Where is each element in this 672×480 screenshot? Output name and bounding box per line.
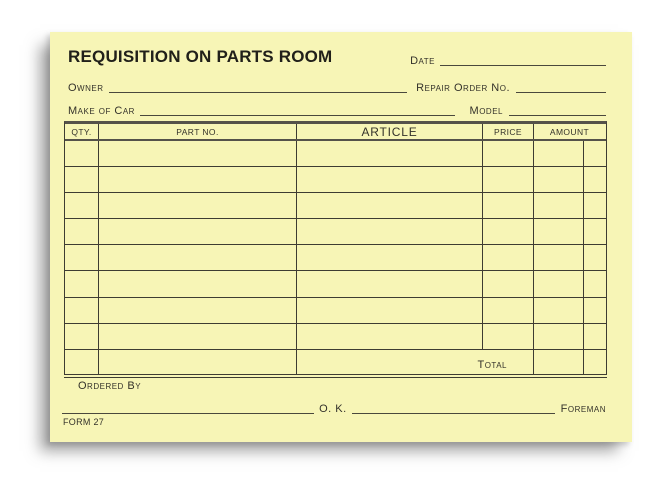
cell-part-no bbox=[99, 219, 297, 244]
cell-qty bbox=[65, 298, 99, 323]
cell-price bbox=[483, 167, 534, 192]
repair-order-line bbox=[516, 82, 606, 93]
cell-qty bbox=[65, 167, 99, 192]
table-bottom-double-rule bbox=[64, 377, 607, 379]
column-header-price: PRICE bbox=[483, 124, 534, 139]
cell-amount-dollars bbox=[534, 324, 584, 349]
column-header-article: ARTICLE bbox=[297, 124, 483, 139]
cell-price bbox=[483, 271, 534, 296]
table-row bbox=[65, 324, 606, 350]
table-row bbox=[65, 219, 606, 245]
owner-label: Owner bbox=[68, 82, 104, 94]
cell-article bbox=[297, 324, 483, 349]
cell-part-no bbox=[99, 324, 297, 349]
table-row bbox=[65, 298, 606, 324]
ok-label: O. K. bbox=[319, 403, 347, 416]
cell-amount-cents bbox=[584, 219, 605, 244]
table-row bbox=[65, 271, 606, 297]
cell-amount-dollars bbox=[534, 167, 584, 192]
owner-row bbox=[68, 82, 606, 94]
cell-amount-dollars bbox=[534, 271, 584, 296]
table-row bbox=[65, 167, 606, 193]
cell-article bbox=[297, 245, 483, 270]
cell-amount-cents bbox=[584, 271, 605, 296]
make-of-car-line bbox=[140, 105, 455, 116]
total-label-cell bbox=[297, 350, 534, 375]
cell-article bbox=[297, 167, 483, 192]
cell-part-no bbox=[99, 193, 297, 218]
date-line bbox=[440, 55, 606, 66]
cell-amount-dollars bbox=[534, 141, 584, 166]
cell-part-no bbox=[99, 298, 297, 323]
cell-part-no bbox=[99, 271, 297, 296]
cell-amount-cents bbox=[584, 167, 605, 192]
table-header-row bbox=[65, 124, 606, 141]
cell-article bbox=[297, 271, 483, 296]
make-of-car-row bbox=[68, 105, 606, 117]
cell-article bbox=[297, 193, 483, 218]
form-header bbox=[68, 47, 606, 67]
cell-price bbox=[483, 324, 534, 349]
cell-qty bbox=[65, 193, 99, 218]
cell-amount-dollars bbox=[534, 245, 584, 270]
column-header-qty: QTY. bbox=[65, 124, 99, 139]
ordered-by-signature-line bbox=[62, 403, 314, 414]
cell-price bbox=[483, 141, 534, 166]
cell-price bbox=[483, 298, 534, 323]
cell-qty bbox=[65, 350, 99, 375]
date-field bbox=[410, 55, 606, 67]
cell-article bbox=[297, 141, 483, 166]
form-title: REQUISITION ON PARTS ROOM bbox=[68, 47, 333, 66]
cell-part-no bbox=[99, 350, 297, 375]
foreman-label: Foreman bbox=[560, 403, 606, 416]
cell-price bbox=[483, 193, 534, 218]
ordered-by-label: Ordered By bbox=[78, 380, 142, 393]
parts-table bbox=[64, 121, 607, 375]
cell-price bbox=[483, 245, 534, 270]
cell-amount-cents bbox=[584, 141, 605, 166]
cell-article bbox=[297, 298, 483, 323]
column-header-part-no: PART NO. bbox=[99, 124, 297, 139]
cell-amount-dollars bbox=[534, 350, 584, 375]
cell-amount-cents bbox=[584, 324, 605, 349]
cell-part-no bbox=[99, 245, 297, 270]
table-row bbox=[65, 245, 606, 271]
date-label: Date bbox=[410, 55, 435, 67]
cell-part-no bbox=[99, 167, 297, 192]
requisition-form bbox=[50, 32, 632, 442]
cell-amount-cents bbox=[584, 350, 605, 375]
cell-qty bbox=[65, 271, 99, 296]
owner-line bbox=[109, 82, 408, 93]
model-line bbox=[509, 105, 606, 116]
cell-article bbox=[297, 219, 483, 244]
approval-row bbox=[62, 403, 606, 415]
table-row bbox=[65, 193, 606, 219]
cell-amount-cents bbox=[584, 193, 605, 218]
model-label: Model bbox=[469, 105, 503, 117]
column-header-amount: AMOUNT bbox=[549, 126, 590, 137]
total-row bbox=[65, 350, 606, 375]
cell-qty bbox=[65, 245, 99, 270]
make-of-car-label: Make of Car bbox=[68, 105, 135, 117]
cell-qty bbox=[65, 324, 99, 349]
repair-order-label: Repair Order No. bbox=[416, 82, 510, 94]
cell-qty bbox=[65, 219, 99, 244]
table-body bbox=[65, 141, 606, 350]
foreman-signature-line bbox=[352, 403, 555, 414]
total-label: Total bbox=[477, 359, 507, 372]
cell-amount-dollars bbox=[534, 298, 584, 323]
cell-amount-dollars bbox=[534, 219, 584, 244]
form-number: FORM 27 bbox=[63, 417, 105, 428]
table-row bbox=[65, 141, 606, 167]
cell-amount-cents bbox=[584, 298, 605, 323]
cell-price bbox=[483, 219, 534, 244]
cell-amount-cents bbox=[584, 245, 605, 270]
cell-amount-dollars bbox=[534, 193, 584, 218]
cell-qty bbox=[65, 141, 99, 166]
cell-part-no bbox=[99, 141, 297, 166]
